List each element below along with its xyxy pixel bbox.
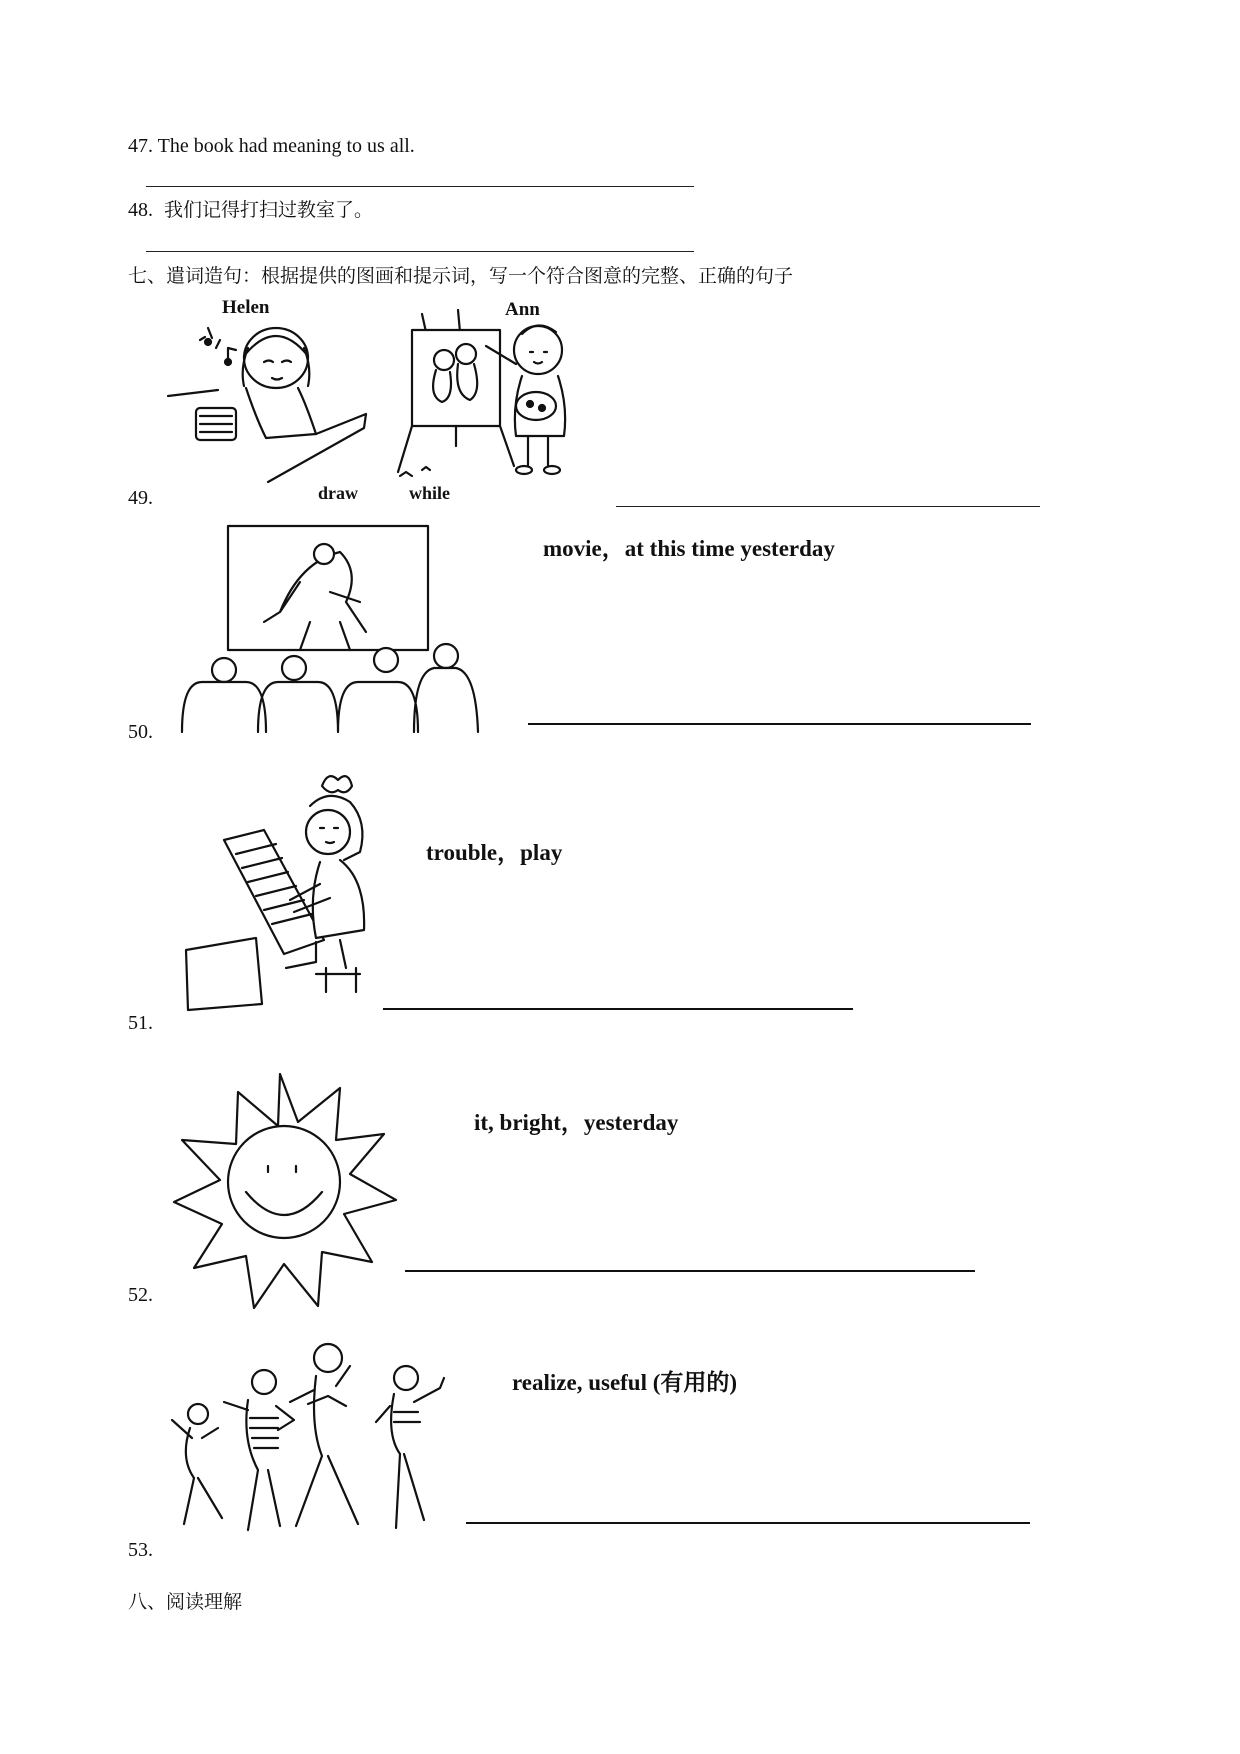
answer-line-50[interactable]: [528, 723, 1031, 725]
answer-line-51[interactable]: [383, 1008, 853, 1010]
answer-line-53[interactable]: [466, 1522, 1030, 1524]
question-number-53: 53.: [128, 1539, 153, 1561]
answer-line-48[interactable]: [146, 251, 694, 252]
dancing-group-illustration: [168, 1334, 470, 1556]
question-text: The book had meaning to us all.: [157, 135, 415, 157]
question-47: [128, 134, 415, 158]
question-number-52: 52.: [128, 1284, 153, 1306]
girl-listening-music-illustration: [168, 318, 368, 483]
question-number: 47.: [128, 135, 153, 157]
section-8-title: 八、阅读理解: [128, 1591, 243, 1613]
girl-playing-piano-illustration: [180, 774, 380, 1030]
hint-word-while: while: [409, 483, 451, 503]
question-number-51: 51.: [128, 1012, 153, 1034]
question-number: 48.: [128, 199, 153, 221]
answer-line-52[interactable]: [405, 1270, 975, 1272]
section-7-title: 七、遣词造句：根据提供的图画和提示词，写一个符合图意的完整、正确的句子: [128, 265, 794, 287]
question-number-50: 50.: [128, 721, 153, 743]
girl-painting-illustration: [392, 306, 592, 484]
hint-word-draw: draw: [318, 483, 358, 503]
hint-text-52: it, bright，yesterday: [474, 1110, 679, 1135]
name-label-helen: Helen: [222, 297, 270, 318]
hint-text-53: realize, useful (有用的): [512, 1370, 738, 1395]
question-48: [128, 198, 373, 222]
answer-line-49[interactable]: [616, 506, 1040, 507]
smiling-sun-illustration: [174, 1072, 394, 1294]
hint-text-51: trouble，play: [426, 840, 563, 865]
name-label-ann: Ann: [505, 299, 540, 320]
question-text: 我们记得打扫过教室了。: [164, 199, 374, 221]
movie-theater-illustration: [180, 522, 482, 738]
hint-text-50: movie，at this time yesterday: [543, 536, 835, 561]
question-number-49: 49.: [128, 487, 153, 509]
answer-line-47[interactable]: [146, 186, 694, 187]
